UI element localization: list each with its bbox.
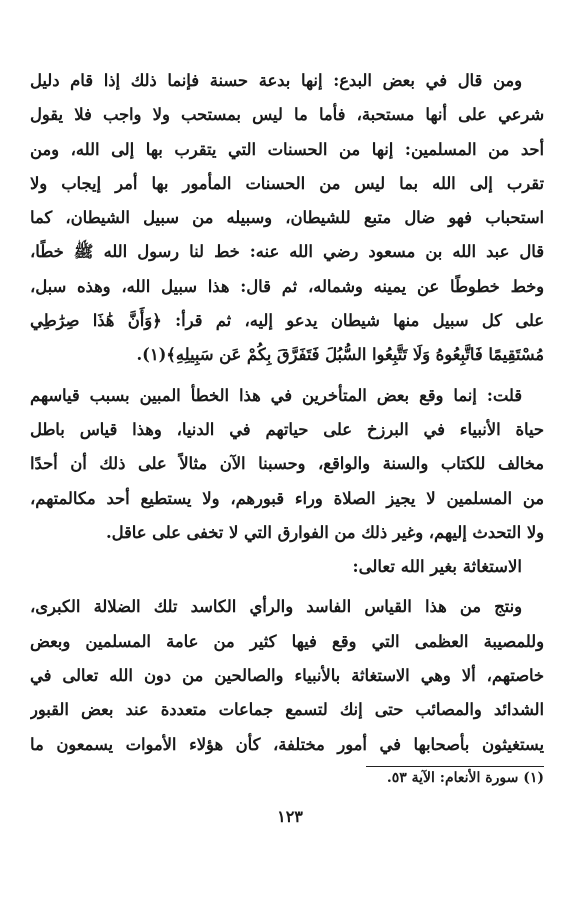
text-line: على كل سبيل منها شيطان يدعو إليه، ثم قرأ: ﴿وَأَنَّ هَٰذَا صِرَٰطِي [30, 311, 544, 331]
page-number: ١٢٣ [277, 807, 303, 826]
text-line: مخالف للكتاب والسنة والواقع، وحسبنا الآن مثالاً على ذلك أن أحدًا [30, 454, 544, 474]
text-line: تقرب إلى الله بما ليس من الحسنات المأمور بها أمر إيجاب ولا [30, 173, 544, 193]
text-line: قال عبد الله بن مسعود رضي الله عنه: خط لنا رسول الله ﷺ خطًا، [30, 242, 544, 262]
text-line: وللمصيبة العظمى التي وقع فيها كثير من عامة المسلمين وبعض [30, 631, 544, 651]
text-line: وخط خطوطًا عن يمينه وشماله، ثم قال: هذا سبيل الله، وهذه سبل، [30, 276, 544, 296]
text-line: أحد من المسلمين: إنها من الحسنات التي يتقرب بها إلى الله، ومن [30, 139, 544, 159]
text-line: شرعي على أنها مستحبة، فأما ما ليس بمستحب ولا واجب فلا يقول [30, 105, 544, 125]
text-line: قلت: إنما وقع بعض المتأخرين في هذا الخطأ المبين بسبب قياسهم [30, 385, 522, 405]
text-line: ولا التحدث إليهم، وغير ذلك من الفوارق التي لا تخفى على عاقل. [106, 522, 544, 542]
text-line: ومن قال في بعض البدع: إنها بدعة حسنة فإنما ذلك إذا قام دليل [30, 71, 522, 90]
text-line: مُسْتَقِيمًا فَاتَّبِعُوهُ وَلَا تَتَّبِعُوا السُّبُلَ فَتَفَرَّقَ بِكُمْ عَن سَبِيلِهِ﴾(١). [136, 345, 544, 365]
text-line: الشدائد والمصائب حتى إنك لتسمع جماعات متعددة عند بعض القبور [30, 700, 544, 720]
text-line: يستغيثون بأصحابها في أمور مختلفة، كأن هؤلاء الأموات يسمعون ما [30, 734, 544, 754]
paragraph-3 [30, 590, 544, 761]
page-body [30, 64, 544, 762]
paragraph-1 [30, 64, 544, 373]
paragraph-2 [30, 379, 544, 550]
footnote-divider [366, 766, 544, 767]
section-heading: الاستغاثة بغير الله تعالى: [352, 557, 522, 577]
text-line: من المسلمين لا يجيز الصلاة وراء قبورهم، ولا يستطيع أحد مكالمتهم، [30, 488, 544, 508]
text-line: ونتج من هذا القياس الفاسد والرأي الكاسد تلك الضلالة الكبرى، [30, 597, 522, 617]
text-line: خاصتهم، ألا وهي الاستغاثة بالأنبياء والصالحين من دون الله تعالى في [30, 666, 544, 686]
text-line: حياة الأنبياء في البرزخ على حياتهم في الدنيا، وهذا قياس باطل [30, 419, 544, 439]
footnote: (١) سورة الأنعام: الآية ٥٣. [386, 770, 544, 786]
text-line: استحباب فهو ضال متبع للشيطان، وسبيله من سبيل الشيطان، كما [30, 208, 544, 228]
